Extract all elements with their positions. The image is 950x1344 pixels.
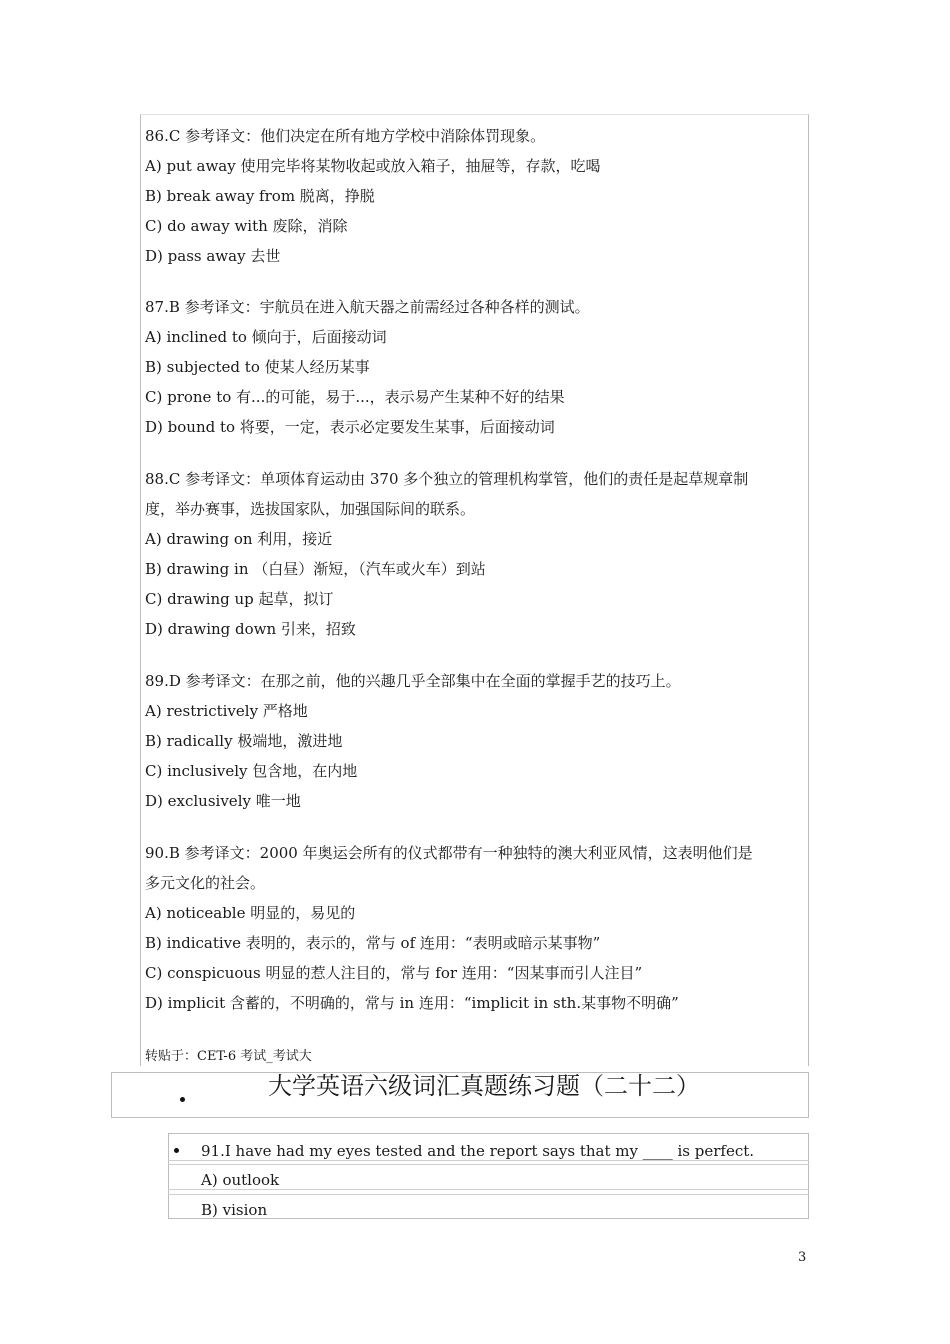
answer-87-line: 87.B 参考译文：宇航员在进入航天器之前需经过各种各样的测试。 <box>145 298 590 316</box>
question-91-text: 91.I have had my eyes tested and the report says that my ____ is perfect. <box>201 1142 755 1160</box>
option-line: C) prone to 有...的可能，易于...，表示易产生某种不好的结果 <box>145 388 565 406</box>
option-line: A) inclined to 倾向于，后面接动词 <box>145 328 387 346</box>
question-option: B) vision <box>201 1201 268 1219</box>
option-line: A) restrictively 严格地 <box>145 702 308 720</box>
source-footer: 转贴于：CET-6 考试_考试大 <box>145 1049 312 1064</box>
option-line: D) pass away 去世 <box>145 247 281 265</box>
answer-88-line-cont: 度，举办赛事，选拔国家队，加强国际间的联系。 <box>145 500 476 518</box>
option-line: C) conspicuous 明显的惹人注目的，常与 for 连用：“因某事而引人注目” <box>145 964 643 982</box>
bullet-icon <box>174 1148 179 1153</box>
option-line: D) exclusively 唯一地 <box>145 792 301 810</box>
row-divider <box>168 1194 809 1195</box>
option-line: B) break away from 脱离，挣脱 <box>145 187 375 205</box>
page-number: 3 <box>798 1250 807 1265</box>
bullet-icon <box>180 1097 185 1102</box>
option-line: B) indicative 表明的，表示的，常与 of 连用：“表明或暗示某事物” <box>145 934 601 952</box>
option-line: C) drawing up 起草，拟订 <box>145 590 334 608</box>
section-title: 大学英语六级词汇真题练习题（二十二） <box>268 1072 700 1100</box>
option-line: C) do away with 废除，消除 <box>145 217 348 235</box>
option-line: B) radically 极端地，激进地 <box>145 732 343 750</box>
option-line: B) drawing in （白昼）渐短，（汽车或火车）到站 <box>145 560 486 578</box>
option-line: D) implicit 含蓄的，不明确的，常与 in 连用：“implicit in sth.某事物不明确” <box>145 994 679 1012</box>
answer-90-line: 90.B 参考译文：2000 年奥运会所有的仪式都带有一种独特的澳大利亚风情，这表明他们是 <box>145 844 753 862</box>
option-line: B) subjected to 使某人经历某事 <box>145 358 370 376</box>
question-option: A) outlook <box>201 1171 280 1189</box>
option-line: D) drawing down 引来，招致 <box>145 620 356 638</box>
option-line: A) put away 使用完毕将某物收起或放入箱子，抽屉等，存款，吃喝 <box>145 157 601 175</box>
option-line: C) inclusively 包含地，在内地 <box>145 762 358 780</box>
option-line: A) drawing on 利用，接近 <box>145 530 333 548</box>
answer-89-line: 89.D 参考译文：在那之前，他的兴趣几乎全部集中在全面的掌握手艺的技巧上。 <box>145 672 681 690</box>
row-divider <box>168 1164 809 1165</box>
option-line: D) bound to 将要，一定，表示必定要发生某事，后面接动词 <box>145 418 555 436</box>
option-line: A) noticeable 明显的，易见的 <box>145 904 356 922</box>
answer-88-line: 88.C 参考译文：单项体育运动由 370 多个独立的管理机构掌管，他们的责任是起草规章制 <box>145 470 749 488</box>
answer-90-line-cont: 多元文化的社会。 <box>145 874 266 892</box>
answer-86-line: 86.C 参考译文：他们决定在所有地方学校中消除体罚现象。 <box>145 127 546 145</box>
